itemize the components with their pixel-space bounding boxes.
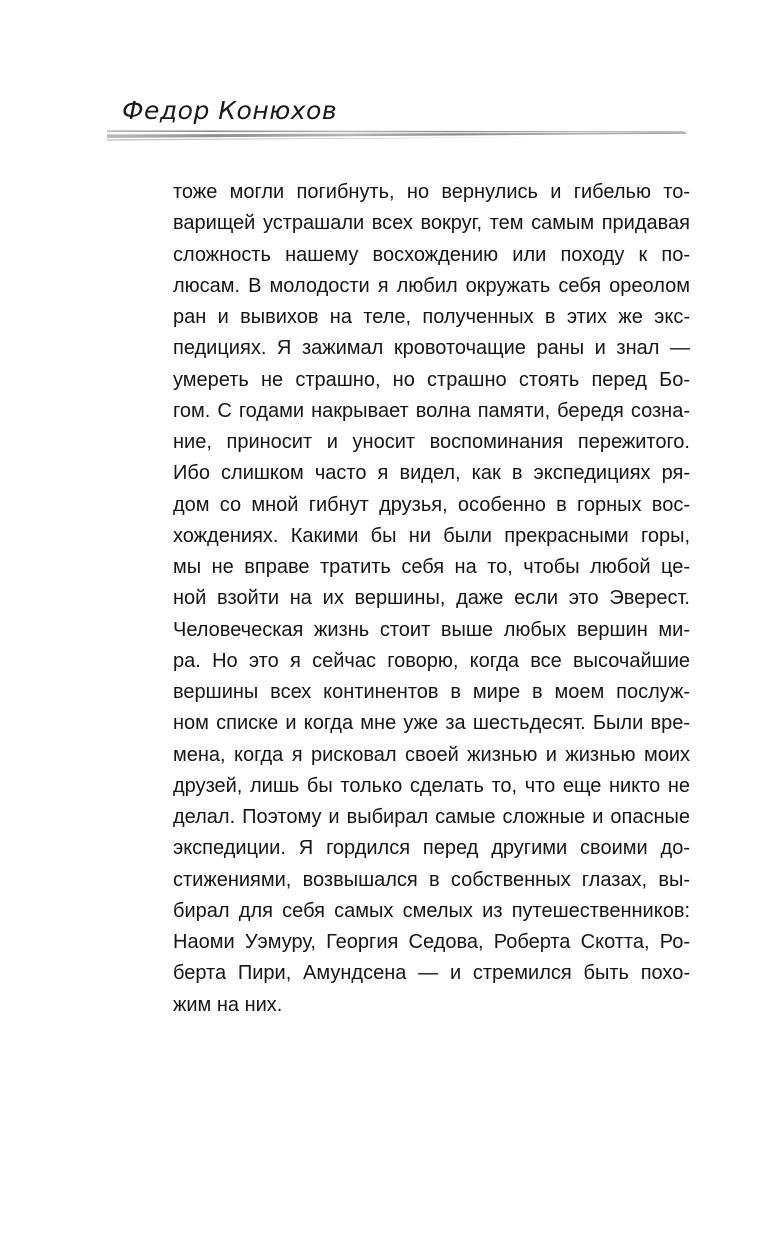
rule-top-stroke bbox=[107, 130, 686, 132]
text-line: ние, приносит и уносит воспоминания пережитого. bbox=[173, 431, 690, 453]
rule-bottom-stroke bbox=[107, 137, 537, 140]
text-line: делал. Поэтому и выбирал самые сложные и опасные bbox=[173, 806, 690, 828]
text-line: экспедиции. Я гордился перед другими своими до- bbox=[173, 837, 690, 860]
text-line: хождениях. Какими бы ни были прекрасными горы, bbox=[173, 524, 690, 547]
text-line: стижениями, возвышался в собственных глазах, вы- bbox=[173, 868, 690, 891]
text-line: мена, когда я рисковал своей жизнью и жизнью моих bbox=[173, 743, 690, 766]
text-line: бирал для себя самых смелых из путешественников: bbox=[173, 899, 690, 922]
text-line: мы не вправе тратить себя на то, чтобы любой це- bbox=[173, 556, 690, 578]
text-line: жим на них. bbox=[173, 993, 283, 1016]
body-text bbox=[173, 177, 690, 1021]
text-line: Ибо слишком часто я видел, как в экспедициях ря- bbox=[173, 462, 690, 485]
text-line: берта Пири, Амундсена — и стремился быть похо- bbox=[173, 962, 690, 985]
text-line: варищей устрашали всех вокруг, тем самым придавая bbox=[173, 212, 690, 235]
text-line: сложность нашему восхождению или походу к по- bbox=[173, 243, 690, 266]
text-line: друзей, лишь бы только сделать то, что еще никто не bbox=[173, 774, 690, 797]
header-divider-rule bbox=[107, 129, 687, 142]
text-line: умереть не страшно, но страшно стоять перед Бо- bbox=[173, 368, 690, 391]
text-line: педициях. Я зажимал кровоточащие раны и знал — bbox=[173, 337, 690, 360]
text-line: ран и вывихов на теле, полученных в этих же экс- bbox=[173, 306, 690, 328]
text-line: гом. С годами накрывает волна памяти, бередя созна- bbox=[173, 399, 690, 422]
running-header-author: Федор Конюхов bbox=[122, 96, 338, 125]
text-line: вершины всех континентов в мире в моем послуж- bbox=[173, 681, 690, 703]
text-line: люсам. В молодости я любил окружать себя ореолом bbox=[173, 274, 690, 297]
text-line: ра. Но это я сейчас говорю, когда все высочайшие bbox=[173, 649, 690, 672]
text-line: дом со мной гибнут друзья, особенно в горных вос- bbox=[173, 493, 690, 516]
text-line: ной взойти на их вершины, даже если это Эверест. bbox=[173, 587, 690, 610]
text-line: Человеческая жизнь стоит выше любых вершин ми- bbox=[173, 618, 690, 641]
text-line: тоже могли погибнуть, но вернулись и гибелью то- bbox=[173, 181, 690, 203]
rule-middle-stroke bbox=[107, 133, 686, 138]
text-line: ном списке и когда мне уже за шестьдесят. Были вре- bbox=[173, 712, 690, 735]
text-line: Наоми Уэмуру, Георгия Седова, Роберта Скотта, Ро- bbox=[173, 931, 690, 953]
